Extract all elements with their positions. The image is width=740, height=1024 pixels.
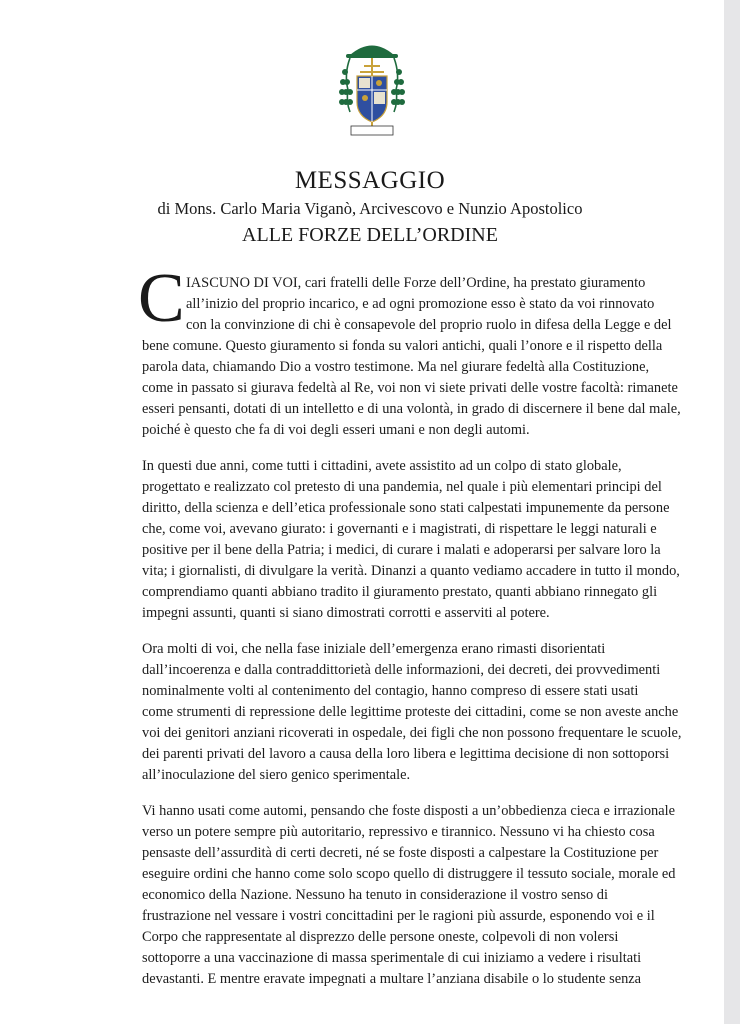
- text-line: all’inoculazione del siero genico sperimentale.: [142, 767, 411, 783]
- text-line: sottoporre a una vaccinazione di massa sperimentale di cui iniziamo a vedere i risultati: [142, 950, 642, 966]
- text-line: come strumenti di repressione delle legittime proteste dei cittadini, come se non aveste anche: [142, 704, 679, 720]
- text-line: nominalmente volti al contenimento del contagio, hanno compreso di essere stati usati: [142, 683, 639, 699]
- text-line: esseri pensanti, dotati di un intelletto e di una volontà, in grado di discernere il bene dal male,: [142, 401, 681, 417]
- text-line: frustrazione nel vessare i vostri concittadini per le ragioni più assurde, esponendo voi e il: [142, 908, 655, 924]
- text-line: verso un potere sempre più autoritario, repressivo e tirannico. Nessuno vi ha chiesto cosa: [142, 824, 655, 840]
- text-line: vita; i giornalisti, di divulgare la verità. Dinanzi a quanto vediamo accadere in tutto il mondo,: [142, 563, 680, 579]
- text-line: Ora molti di voi, che nella fase iniziale dell’emergenza erano rimasti disorientati: [142, 641, 606, 657]
- text-line: economico della Nazione. Nessuno ha tenuto in considerazione il vostro senso di: [142, 887, 608, 903]
- text-line: come in passato si giurava fedeltà al Re, voi non vi siete privati delle vostre facoltà: rimanete: [142, 380, 678, 396]
- lead-in-smallcaps: IASCUNO DI VOI: [186, 275, 298, 291]
- text-line: positive per il bene della Patria; i medici, di curare i malati e adoperarsi per salvare loro la: [142, 542, 661, 558]
- text-line: IASCUNO DI VOI, cari fratelli delle Forze dell’Ordine, ha prestato giuramento: [186, 275, 646, 291]
- text-line: poiché è questo che fa di voi degli esseri umani e non degli automi.: [142, 422, 530, 438]
- document-subtitle: di Mons. Carlo Maria Viganò, Arcivescovo e Nunzio Apostolico: [157, 199, 583, 218]
- text-line: In questi due anni, come tutti i cittadini, avete assistito ad un colpo di stato globale,: [142, 458, 622, 474]
- text-line: che, come voi, avevano giurato: i governanti e i magistrati, di rispettare le leggi naturali e: [142, 521, 657, 537]
- text-line: Corpo che rappresentate al disprezzo delle persone oneste, colpevoli di non volersi: [142, 929, 619, 945]
- text-line: bene comune. Questo giuramento si fonda su valori antichi, quali l’onore e il rispetto della: [142, 338, 663, 354]
- text-line: voi dei genitori anziani ricoverati in ospedale, dei figli che non possono frequentare le scuole,: [142, 725, 682, 741]
- document-title: MESSAGGIO: [294, 167, 446, 194]
- text-line: impegni assunti, quanti si siano dimostrati corrotti e asserviti al potere.: [142, 605, 550, 621]
- viewer-background: [724, 0, 740, 1024]
- document-addressee: ALLE FORZE DELL’ORDINE: [242, 224, 498, 246]
- text-line: dall’incoerenza e dalla contraddittorietà delle informazioni, dei decreti, dei provvedimenti: [142, 662, 661, 678]
- text-line: parola data, chiamando Dio a vostro testimone. Ma nel giurare fedeltà alla Costituzione,: [142, 359, 650, 375]
- text-line: all’inizio del proprio incarico, e ad ogni promozione esso è stato da voi rinnovato: [186, 296, 655, 312]
- document-header: [0, 166, 740, 247]
- coat-of-arms-icon: [336, 38, 408, 140]
- text-line: comprendiamo quanti abbiano tradito il giuramento prestato, quanti abbiano rinnegato gli: [142, 584, 658, 600]
- text-line: eseguire ordini che hanno come solo scopo quello di distruggere il tessuto sociale, morale ed: [142, 866, 676, 882]
- text-line: pensaste dell’assurdità di certi decreti, né se foste disposti a calpestare la Costituzione per: [142, 845, 659, 861]
- text-line: progettato e realizzato col pretesto di una pandemia, nel quale i più elementari principi del: [142, 479, 662, 495]
- text-line: con la convinzione di chi è consapevole del proprio ruolo in difesa della Legge e del: [186, 317, 672, 333]
- text-line: Vi hanno usati come automi, pensando che foste disposti a un’obbedienza cieca e irrazionale: [142, 803, 675, 819]
- text-line: dei parenti privati del lavoro a causa della loro libera e legittima decisione di non sottoporsi: [142, 746, 670, 762]
- drop-cap: C: [138, 260, 185, 337]
- text-line: devastanti. E mentre eravate impegnati a multare l’anziana disabile o lo studente senza: [142, 971, 642, 987]
- text-line: diritto, della scienza e dell’etica professionale sono stati calpestati impunemente da persone: [142, 500, 670, 516]
